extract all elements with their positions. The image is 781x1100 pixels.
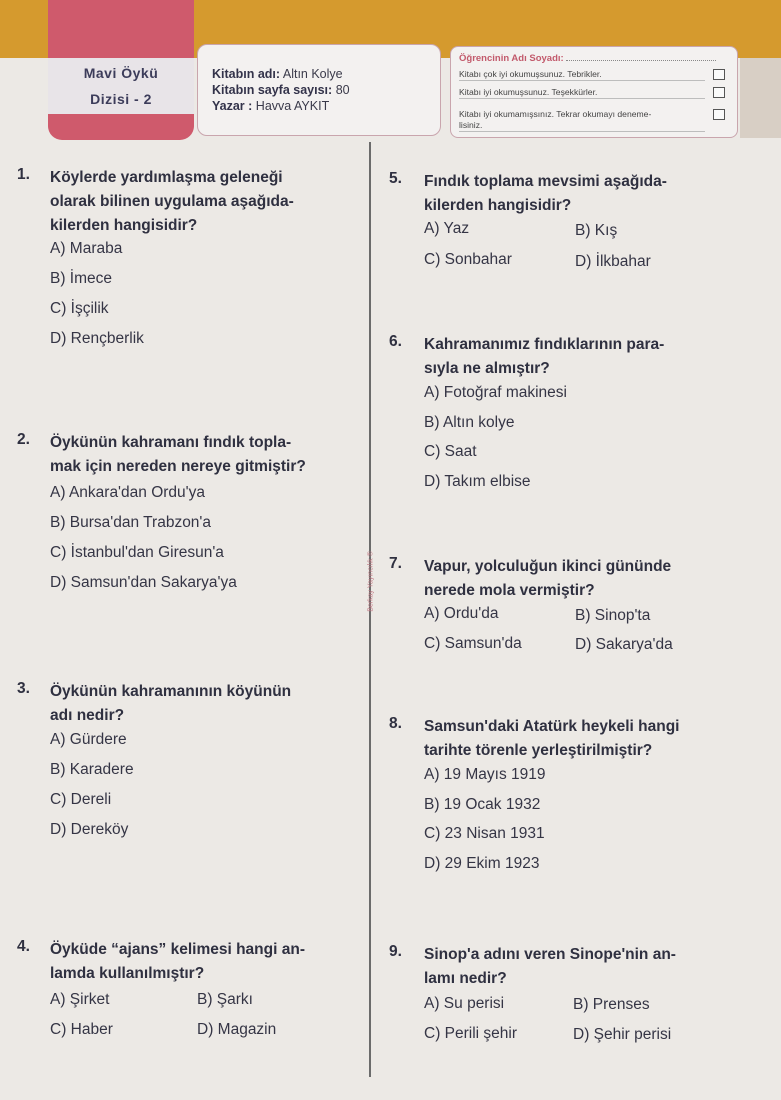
option-b[interactable]: B) Şarkı	[197, 991, 253, 1008]
option-c[interactable]: C) Saat	[424, 443, 477, 460]
question-line: Öyküde “ajans” kelimesi hangi an-	[50, 941, 305, 958]
question-text	[50, 431, 357, 479]
option-b[interactable]: B) Karadere	[50, 761, 134, 778]
right-gray-strip	[740, 58, 781, 138]
option-a[interactable]: A) Ankara'dan Ordu'ya	[50, 484, 205, 501]
question-number: 8.	[389, 715, 402, 732]
book-info-box	[197, 44, 441, 136]
question-line: Fındık toplama mevsimi aşağıda-	[424, 173, 667, 190]
question-line: Öykünün kahramanı fındık topla-	[50, 434, 292, 451]
option-a[interactable]: A) Ordu'da	[424, 605, 499, 622]
option-d[interactable]: D) 29 Ekim 1923	[424, 855, 540, 872]
question-line: Sinop'a adını veren Sinope'nin an-	[424, 946, 676, 963]
book-name-label: Kitabın adı:	[212, 67, 281, 81]
author-label: Yazar :	[212, 99, 253, 113]
student-name-label: Öğrencinin Adı Soyadı:	[459, 53, 564, 64]
option-d[interactable]: D) Magazin	[197, 1021, 277, 1038]
option-a[interactable]: A) Şirket	[50, 991, 110, 1008]
option-a[interactable]: A) Maraba	[50, 240, 123, 257]
question-text	[424, 943, 726, 991]
option-a[interactable]: A) Yaz	[424, 220, 470, 237]
book-name-row	[212, 67, 343, 81]
question-number: 3.	[17, 680, 30, 697]
option-b[interactable]: B) Kış	[575, 222, 618, 239]
question-text	[424, 170, 726, 218]
author-value: Havva AYKIT	[255, 99, 330, 113]
feedback-checkbox-2[interactable]	[713, 87, 725, 98]
option-a[interactable]: A) Fotoğraf makinesi	[424, 384, 567, 401]
publisher-mark: Berkay Yayıncılık ®	[367, 551, 375, 612]
page-count-row	[212, 83, 350, 97]
question-line: Köylerde yardımlaşma geleneği	[50, 169, 283, 186]
option-c[interactable]: C) 23 Nisan 1931	[424, 825, 545, 842]
author-row	[212, 99, 329, 113]
option-d[interactable]: D) Samsun'dan Sakarya'ya	[50, 574, 237, 591]
student-name-line[interactable]	[566, 60, 716, 61]
question-number: 7.	[389, 555, 402, 572]
question-text	[424, 715, 726, 763]
option-d[interactable]: D) Rençberlik	[50, 330, 144, 347]
question-line: kilerden hangisidir?	[50, 217, 198, 234]
series-line-2: Dizisi - 2	[90, 91, 152, 107]
series-label-box	[48, 58, 194, 114]
question-text	[424, 555, 726, 603]
question-number: 1.	[17, 166, 30, 183]
question-text	[424, 333, 726, 381]
option-d[interactable]: D) İlkbahar	[575, 253, 651, 270]
question-line: olarak bilinen uygulama aşağıda-	[50, 193, 294, 210]
question-line: nerede mola vermiştir?	[424, 582, 595, 599]
series-line-1: Mavi Öykü	[83, 65, 159, 81]
feedback-row-3b: lisiniz.	[459, 120, 705, 132]
question-line: adı nedir?	[50, 707, 125, 724]
option-d[interactable]: D) Dereköy	[50, 821, 129, 838]
option-b[interactable]: B) Altın kolye	[424, 414, 515, 431]
question-text	[50, 166, 357, 238]
option-b[interactable]: B) Bursa'dan Trabzon'a	[50, 514, 212, 531]
option-b[interactable]: B) Sinop'ta	[575, 607, 651, 624]
option-d[interactable]: D) Sakarya'da	[575, 636, 673, 653]
question-line: lamda kullanılmıştır?	[50, 965, 205, 982]
feedback-row-2: Kitabı iyi okumuşsunuz. Teşekkürler.	[459, 87, 705, 99]
question-line: Samsun'daki Atatürk heykeli hangi	[424, 718, 680, 735]
question-line: Kahramanımız fındıklarının para-	[424, 336, 665, 353]
feedback-row-1: Kitabı çok iyi okumuşsunuz. Tebrikler.	[459, 69, 705, 81]
question-text	[50, 938, 357, 986]
feedback-checkbox-1[interactable]	[713, 69, 725, 80]
option-a[interactable]: A) Su perisi	[424, 995, 505, 1012]
option-c[interactable]: C) İstanbul'dan Giresun'a	[50, 544, 224, 561]
option-c[interactable]: C) İşçilik	[50, 300, 109, 317]
option-a[interactable]: A) 19 Mayıs 1919	[424, 766, 546, 783]
option-c[interactable]: C) Dereli	[50, 791, 112, 808]
question-line: Öykünün kahramanının köyünün	[50, 683, 292, 700]
student-name-row	[459, 53, 716, 64]
feedback-checkbox-3[interactable]	[713, 109, 725, 120]
question-line: tarihte törenle yerleştirilmiştir?	[424, 742, 653, 759]
question-line: kilerden hangisidir?	[424, 197, 572, 214]
option-a[interactable]: A) Gürdere	[50, 731, 127, 748]
feedback-row-3: Kitabı iyi okumamışsınız. Tekrar okumayı deneme-	[459, 109, 652, 119]
question-line: lamı nedir?	[424, 970, 507, 987]
question-line: Vapur, yolculuğun ikinci gününde	[424, 558, 672, 575]
question-text	[50, 680, 357, 728]
option-c[interactable]: C) Samsun'da	[424, 635, 522, 652]
option-d[interactable]: D) Şehir perisi	[573, 1026, 672, 1043]
question-line: mak için nereden nereye gitmiştir?	[50, 458, 306, 475]
option-c[interactable]: C) Perili şehir	[424, 1025, 518, 1042]
option-d[interactable]: D) Takım elbise	[424, 473, 531, 490]
option-c[interactable]: C) Sonbahar	[424, 251, 512, 268]
option-b[interactable]: B) 19 Ocak 1932	[424, 796, 541, 813]
page-count-label: Kitabın sayfa sayısı:	[212, 83, 333, 97]
option-b[interactable]: B) İmece	[50, 270, 113, 287]
question-number: 9.	[389, 943, 402, 960]
question-number: 2.	[17, 431, 30, 448]
book-name-value: Altın Kolye	[282, 67, 343, 81]
question-number: 6.	[389, 333, 402, 350]
student-evaluation-box	[450, 46, 738, 138]
question-number: 4.	[17, 938, 30, 955]
page-count-value: 80	[335, 83, 350, 97]
question-line: sıyla ne almıştır?	[424, 360, 550, 377]
question-number: 5.	[389, 170, 402, 187]
option-c[interactable]: C) Haber	[50, 1021, 113, 1038]
option-b[interactable]: B) Prenses	[573, 996, 650, 1013]
